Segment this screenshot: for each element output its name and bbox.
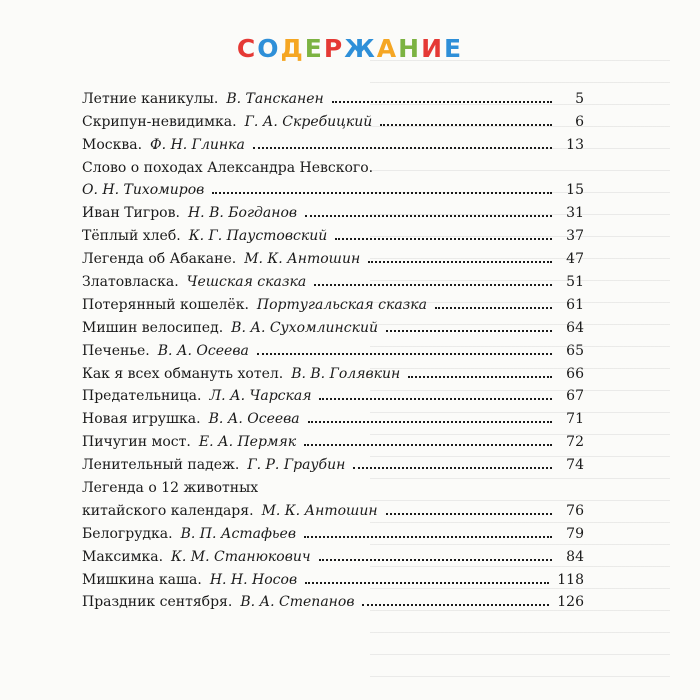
title-letter: Ж bbox=[344, 34, 377, 63]
entry-author: В. А. Сухомлинский bbox=[231, 319, 378, 336]
entry-page-number: 5 bbox=[575, 90, 584, 107]
entry-page-number: 67 bbox=[566, 388, 584, 405]
toc-entry[interactable] bbox=[82, 588, 584, 611]
entry-title: Новая игрушка. bbox=[82, 411, 201, 428]
toc-entry[interactable] bbox=[82, 565, 584, 588]
toc-entry[interactable] bbox=[82, 176, 584, 199]
dot-leader bbox=[353, 467, 552, 469]
toc-entry[interactable] bbox=[82, 496, 584, 519]
entry-author: В. А. Осеева bbox=[157, 342, 249, 359]
toc-entry[interactable] bbox=[82, 450, 584, 473]
entry-page-number: 47 bbox=[566, 251, 584, 268]
entry-title: Белогрудка. bbox=[82, 525, 173, 542]
toc-entry[interactable] bbox=[82, 130, 584, 153]
toc-entry[interactable] bbox=[82, 336, 584, 359]
title-letter: Е bbox=[304, 34, 324, 63]
toc-entry[interactable] bbox=[82, 382, 584, 405]
entry-title: Праздник сентября. bbox=[82, 594, 233, 611]
entry-page-number: 31 bbox=[566, 205, 584, 222]
entry-title: Златовласка. bbox=[82, 274, 179, 291]
entry-title: Легенда об Абакане. bbox=[82, 251, 237, 268]
entry-author: М. К. Антошин bbox=[261, 502, 378, 519]
entry-page-number: 126 bbox=[557, 594, 584, 611]
entry-author: Чешская сказка bbox=[186, 274, 307, 291]
dot-leader bbox=[314, 284, 552, 286]
entry-author: В. Тансканен bbox=[226, 90, 324, 107]
entry-page-number: 74 bbox=[566, 457, 584, 474]
dot-leader bbox=[362, 604, 549, 606]
toc-entry[interactable] bbox=[82, 359, 584, 382]
entry-title: Летние каникулы. bbox=[82, 90, 219, 107]
entry-author: В. П. Астафьев bbox=[180, 525, 296, 542]
entry-title: Тёплый хлеб. bbox=[82, 228, 181, 245]
dot-leader bbox=[386, 513, 552, 515]
entry-title: Потерянный кошелёк. bbox=[82, 296, 249, 313]
entry-author: Г. А. Скребицкий bbox=[244, 113, 373, 130]
dot-leader bbox=[380, 124, 552, 126]
entry-author: Л. А. Чарская bbox=[209, 388, 312, 405]
toc-entry[interactable] bbox=[82, 267, 584, 290]
dot-leader bbox=[305, 215, 552, 217]
dot-leader bbox=[386, 330, 552, 332]
entry-title: Мишкина каша. bbox=[82, 571, 202, 588]
entry-title: Москва. bbox=[82, 136, 143, 153]
entry-page-number: 72 bbox=[566, 434, 584, 451]
title-letter: С bbox=[236, 34, 258, 63]
toc-entry[interactable] bbox=[82, 290, 584, 313]
toc-entry[interactable] bbox=[82, 244, 584, 267]
entry-page-number: 51 bbox=[566, 274, 584, 291]
entry-title: Пичугин мост. bbox=[82, 434, 191, 451]
entry-author: Португальская сказка bbox=[256, 296, 428, 313]
toc-entry[interactable] bbox=[82, 84, 584, 107]
entry-author: Н. Н. Носов bbox=[209, 571, 298, 588]
toc-entry[interactable] bbox=[82, 153, 584, 176]
entry-page-number: 64 bbox=[566, 319, 584, 336]
entry-page-number: 61 bbox=[566, 296, 584, 313]
toc-entry[interactable] bbox=[82, 519, 584, 542]
title-letter: Р bbox=[323, 34, 345, 63]
entry-page-number: 6 bbox=[575, 113, 584, 130]
entry-title: Скрипун-невидимка. bbox=[82, 113, 237, 130]
page-title bbox=[0, 34, 700, 63]
title-letter: Е bbox=[444, 34, 464, 63]
entry-title: Печенье. bbox=[82, 342, 150, 359]
dot-leader bbox=[368, 261, 552, 263]
dot-leader bbox=[305, 582, 549, 584]
toc-entry[interactable] bbox=[82, 404, 584, 427]
entry-page-number: 66 bbox=[566, 365, 584, 382]
entry-author: К. Г. Паустовский bbox=[188, 228, 328, 245]
title-letter: Д bbox=[280, 34, 305, 63]
title-letter: А bbox=[376, 34, 399, 63]
dot-leader bbox=[308, 421, 552, 423]
toc-entry[interactable] bbox=[82, 221, 584, 244]
dot-leader bbox=[332, 101, 552, 103]
dot-leader bbox=[304, 444, 552, 446]
entry-page-number: 76 bbox=[566, 502, 584, 519]
dot-leader bbox=[335, 238, 552, 240]
entry-title: Ленительный падеж. bbox=[82, 457, 240, 474]
entry-title: китайского календаря. bbox=[82, 502, 254, 519]
entry-author: Г. Р. Граубин bbox=[247, 457, 346, 474]
entry-author: В. В. Голявкин bbox=[291, 365, 401, 382]
entry-title: Максимка. bbox=[82, 548, 164, 565]
title-letter: О bbox=[257, 34, 281, 63]
toc-entry[interactable] bbox=[82, 107, 584, 130]
dot-leader bbox=[212, 192, 552, 194]
entry-page-number: 37 bbox=[566, 228, 584, 245]
title-letter: И bbox=[421, 34, 445, 63]
table-of-contents bbox=[82, 84, 584, 610]
toc-entry[interactable] bbox=[82, 542, 584, 565]
entry-title: Мишин велосипед. bbox=[82, 319, 224, 336]
toc-entry[interactable] bbox=[82, 473, 584, 496]
entry-page-number: 71 bbox=[566, 411, 584, 428]
entry-page-number: 13 bbox=[566, 136, 584, 153]
entry-author: Н. В. Богданов bbox=[187, 205, 298, 222]
entry-author: В. А. Степанов bbox=[240, 594, 355, 611]
dot-leader bbox=[257, 353, 552, 355]
entry-title: Как я всех обмануть хотел. bbox=[82, 365, 284, 382]
dot-leader bbox=[253, 147, 552, 149]
entry-author: Е. А. Пермяк bbox=[198, 434, 297, 451]
dot-leader bbox=[319, 398, 552, 400]
entry-author: К. М. Станюкович bbox=[171, 548, 311, 565]
dot-leader bbox=[304, 536, 552, 538]
entry-page-number: 118 bbox=[557, 571, 584, 588]
entry-author: В. А. Осеева bbox=[208, 411, 300, 428]
entry-page-number: 79 bbox=[566, 525, 584, 542]
toc-entry[interactable] bbox=[82, 198, 584, 221]
entry-author: О. Н. Тихомиров bbox=[82, 182, 205, 199]
entry-title: Предательница. bbox=[82, 388, 202, 405]
title-letter: Н bbox=[398, 34, 422, 63]
entry-title: Легенда о 12 животных bbox=[82, 480, 259, 497]
dot-leader bbox=[435, 307, 552, 309]
entry-author: Ф. Н. Глинка bbox=[150, 136, 245, 153]
entry-title: Иван Тигров. bbox=[82, 205, 180, 222]
entry-page-number: 65 bbox=[566, 342, 584, 359]
toc-entry[interactable] bbox=[82, 427, 584, 450]
toc-entry[interactable] bbox=[82, 313, 584, 336]
dot-leader bbox=[319, 559, 552, 561]
entry-author: М. К. Антошин bbox=[244, 251, 361, 268]
dot-leader bbox=[408, 376, 552, 378]
entry-page-number: 15 bbox=[566, 182, 584, 199]
entry-page-number: 84 bbox=[566, 548, 584, 565]
entry-title: Слово о походах Александра Невского. bbox=[82, 159, 374, 176]
